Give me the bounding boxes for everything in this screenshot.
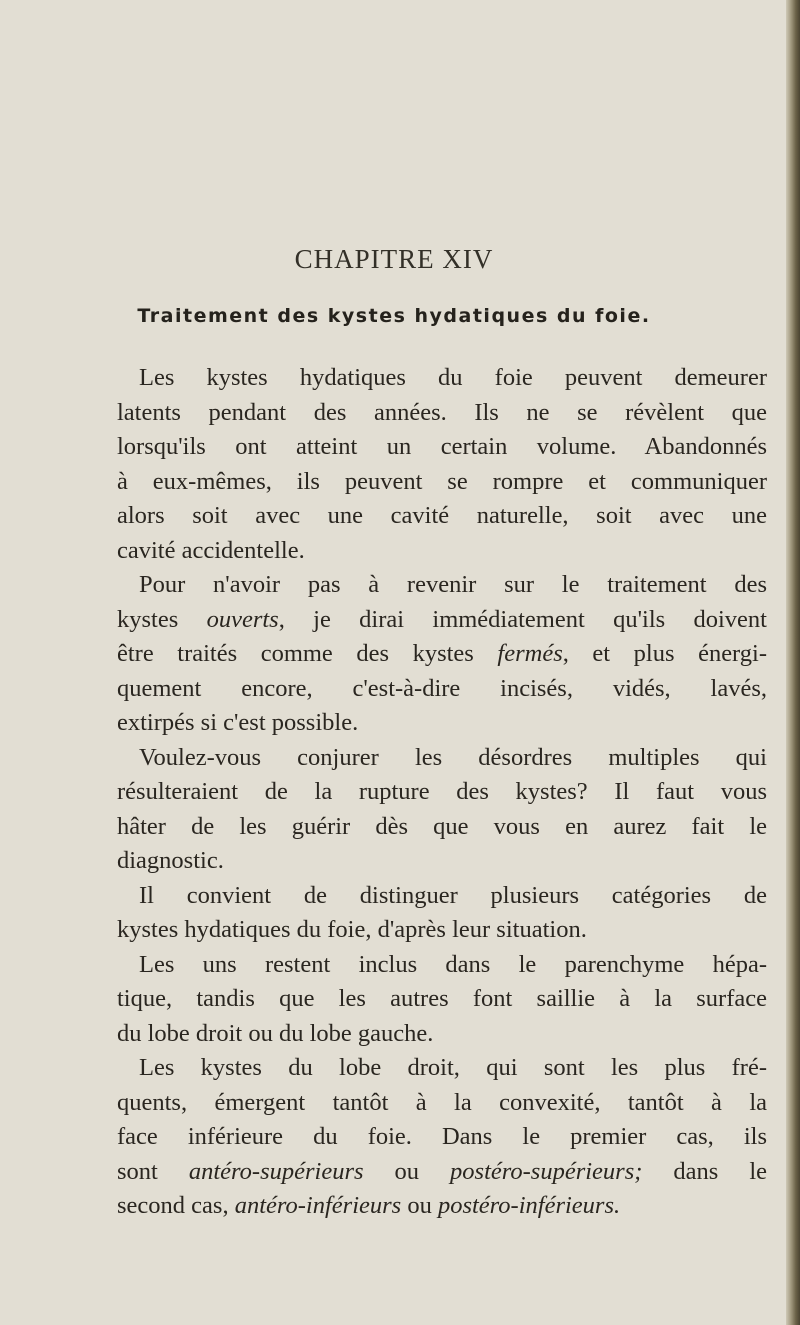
italic-term: fermés bbox=[497, 640, 563, 667]
italic-term: antéro-supérieurs bbox=[188, 1157, 364, 1185]
paragraph bbox=[117, 879, 767, 948]
text-line: lorsqu'ils ont atteint un certain volume. Abandonnés bbox=[117, 433, 767, 460]
page-edge-shadow bbox=[786, 0, 800, 1325]
text-line: latents pendant des années. Ils ne se révèlent que bbox=[117, 398, 767, 426]
text-line: être traités comme des kystes fermés, et plus énergi- bbox=[117, 640, 767, 667]
paragraph bbox=[117, 361, 767, 568]
text-line: Il convient de distinguer plusieurs catégories de bbox=[139, 881, 767, 909]
italic-term: antéro-inférieurs bbox=[234, 1192, 402, 1219]
text-line: Les uns restent inclus dans le parenchyme hépa- bbox=[139, 950, 767, 978]
text-line: hâter de les guérir dès que vous en aurez fait le bbox=[117, 812, 767, 840]
text-line: résulteraient de la rupture des kystes? Il faut vous bbox=[117, 778, 767, 805]
text-line: second cas, antéro-inférieurs ou postéro-inférieurs. bbox=[117, 1192, 621, 1219]
text-line: Les kystes du lobe droit, qui sont les plus fré- bbox=[139, 1054, 767, 1081]
text-line: tique, tandis que les autres font saillie à la surface bbox=[117, 985, 767, 1012]
text-line: Les kystes hydatiques du foie peuvent demeurer bbox=[139, 364, 767, 391]
text-line: cavité accidentelle. bbox=[117, 536, 305, 564]
text-line: diagnostic. bbox=[117, 847, 224, 874]
text-line: du lobe droit ou du lobe gauche. bbox=[117, 1019, 434, 1047]
text-line: quents, émergent tantôt à la convexité, tantôt à la bbox=[117, 1088, 767, 1116]
paragraph bbox=[117, 1051, 767, 1224]
text-line: alors soit avec une cavité naturelle, soit avec une bbox=[117, 502, 767, 529]
text-line: à eux-mêmes, ils peuvent se rompre et communiquer bbox=[117, 467, 767, 495]
italic-term: postéro-inférieurs. bbox=[437, 1192, 621, 1219]
italic-term: ouverts bbox=[206, 605, 279, 633]
text-line: kystes ouverts, je dirai immédiatement qu'ils doivent bbox=[117, 605, 767, 633]
text-line: extirpés si c'est possible. bbox=[117, 709, 359, 736]
text-line: sont antéro-supérieurs ou postéro-supérieurs; dans le bbox=[117, 1157, 768, 1185]
text-line: Pour n'avoir pas à revenir sur le traitement des bbox=[139, 571, 767, 598]
italic-term: postéro-supérieurs; bbox=[450, 1157, 643, 1185]
text-line: Voulez-vous conjurer les désordres multiples qui bbox=[139, 743, 767, 771]
text-line: quement encore, c'est-à-dire incisés, vidés, lavés, bbox=[117, 674, 767, 702]
text-line: kystes hydatiques du foie, d'après leur situation. bbox=[117, 916, 587, 943]
paragraph bbox=[117, 948, 767, 1052]
section-title: Traitement des kystes hydatiques du foie. bbox=[137, 305, 651, 327]
text-line: face inférieure du foie. Dans le premier cas, ils bbox=[117, 1123, 767, 1150]
paragraph bbox=[117, 741, 767, 879]
chapter-heading: CHAPITRE XIV bbox=[294, 244, 494, 274]
body-text bbox=[117, 361, 767, 1224]
paragraph bbox=[117, 568, 767, 741]
